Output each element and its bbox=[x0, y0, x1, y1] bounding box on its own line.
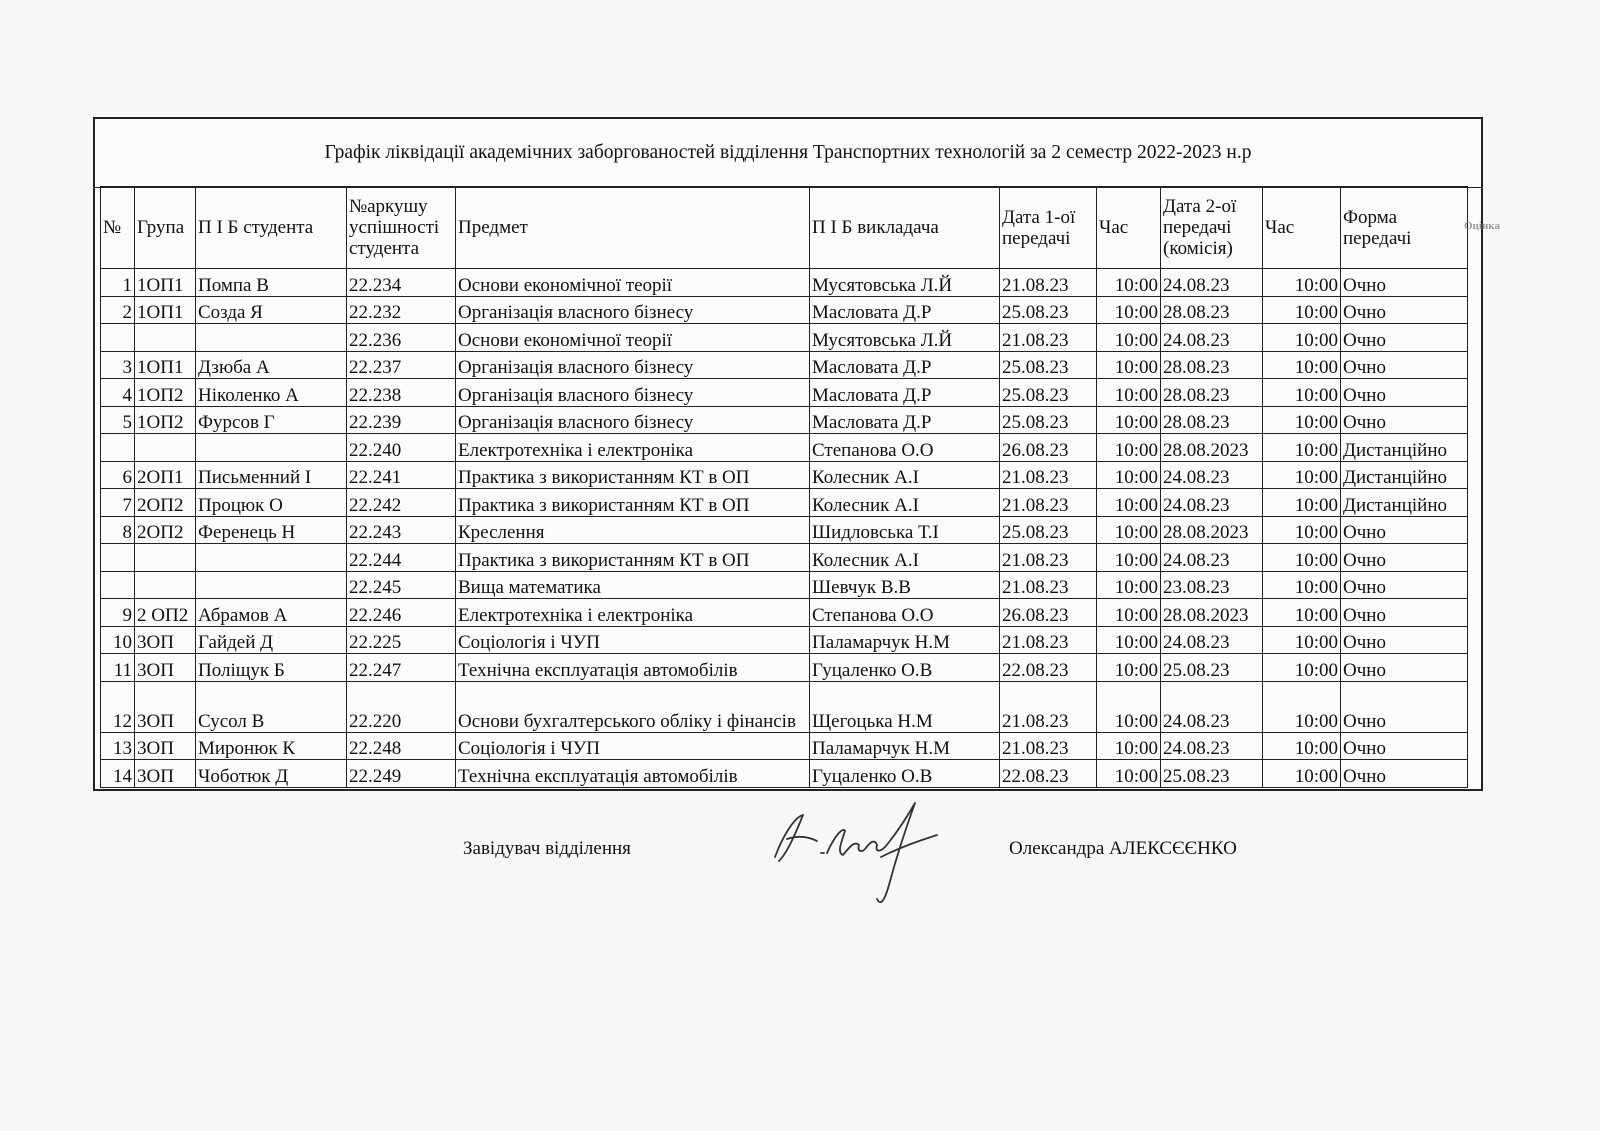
cell-time1: 10:00 bbox=[1097, 296, 1161, 324]
table-row bbox=[101, 544, 1468, 572]
cell-sheet: 22.245 bbox=[347, 571, 456, 599]
cell-date2: 24.08.23 bbox=[1161, 681, 1263, 732]
cell-student: Дзюба А bbox=[196, 351, 347, 379]
cell-date1: 25.08.23 bbox=[1000, 351, 1097, 379]
cell-sheet: 22.249 bbox=[347, 760, 456, 788]
cell-time2: 10:00 bbox=[1263, 324, 1341, 352]
cell-date1: 25.08.23 bbox=[1000, 406, 1097, 434]
cell-student bbox=[196, 571, 347, 599]
cell-date2: 25.08.23 bbox=[1161, 654, 1263, 682]
cell-form: Очно bbox=[1341, 379, 1468, 407]
cell-time2: 10:00 bbox=[1263, 571, 1341, 599]
cell-student: Миронюк К bbox=[196, 732, 347, 760]
cell-time2: 10:00 bbox=[1263, 516, 1341, 544]
cell-date2: 28.08.23 bbox=[1161, 379, 1263, 407]
cell-teacher: Гуцаленко О.В bbox=[810, 760, 1000, 788]
cell-subject: Організація власного бізнесу bbox=[456, 351, 810, 379]
cell-num: 8 bbox=[101, 516, 135, 544]
cell-sheet: 22.247 bbox=[347, 654, 456, 682]
table-row bbox=[101, 760, 1468, 788]
cell-date1: 21.08.23 bbox=[1000, 626, 1097, 654]
cell-time2: 10:00 bbox=[1263, 626, 1341, 654]
cell-subject: Соціологія і ЧУП bbox=[456, 626, 810, 654]
cell-time2: 10:00 bbox=[1263, 296, 1341, 324]
cell-group bbox=[135, 434, 196, 462]
cell-num bbox=[101, 571, 135, 599]
header-time1: Час bbox=[1097, 187, 1161, 269]
cell-time1: 10:00 bbox=[1097, 324, 1161, 352]
header-group: Група bbox=[135, 187, 196, 269]
cell-num: 3 bbox=[101, 351, 135, 379]
cell-group bbox=[135, 544, 196, 572]
cell-date1: 21.08.23 bbox=[1000, 571, 1097, 599]
cell-sheet: 22.243 bbox=[347, 516, 456, 544]
cell-form: Очно bbox=[1341, 324, 1468, 352]
cell-group: 2ОП2 bbox=[135, 516, 196, 544]
cell-student: Гайдей Д bbox=[196, 626, 347, 654]
cell-form: Очно bbox=[1341, 269, 1468, 297]
cell-sheet: 22.238 bbox=[347, 379, 456, 407]
cell-group: 3ОП bbox=[135, 681, 196, 732]
cell-date2: 24.08.23 bbox=[1161, 461, 1263, 489]
cell-time2: 10:00 bbox=[1263, 434, 1341, 462]
cell-teacher: Масловата Д.Р bbox=[810, 379, 1000, 407]
cell-student: Письменний І bbox=[196, 461, 347, 489]
cell-num: 14 bbox=[101, 760, 135, 788]
cell-time1: 10:00 bbox=[1097, 516, 1161, 544]
cell-date2: 23.08.23 bbox=[1161, 571, 1263, 599]
cell-sheet: 22.225 bbox=[347, 626, 456, 654]
cell-time2: 10:00 bbox=[1263, 461, 1341, 489]
signatory-position: Завідувач відділення bbox=[463, 838, 631, 859]
cell-date2: 28.08.2023 bbox=[1161, 599, 1263, 627]
cell-date2: 24.08.23 bbox=[1161, 489, 1263, 517]
cell-student: Помпа В bbox=[196, 269, 347, 297]
table-row bbox=[101, 571, 1468, 599]
cell-num bbox=[101, 324, 135, 352]
cell-group: 1ОП2 bbox=[135, 379, 196, 407]
cell-date1: 22.08.23 bbox=[1000, 760, 1097, 788]
cell-num: 10 bbox=[101, 626, 135, 654]
cell-time2: 10:00 bbox=[1263, 269, 1341, 297]
header-date2: Дата 2-ої передачі (комісія) bbox=[1161, 187, 1263, 269]
cell-teacher: Шидловська Т.І bbox=[810, 516, 1000, 544]
cell-sheet: 22.220 bbox=[347, 681, 456, 732]
cell-num: 2 bbox=[101, 296, 135, 324]
cell-student: Абрамов А bbox=[196, 599, 347, 627]
cell-form: Дистанційно bbox=[1341, 489, 1468, 517]
cell-date2: 25.08.23 bbox=[1161, 760, 1263, 788]
cell-date1: 25.08.23 bbox=[1000, 379, 1097, 407]
debts-table bbox=[100, 186, 1468, 788]
cell-form: Очно bbox=[1341, 296, 1468, 324]
cell-group bbox=[135, 324, 196, 352]
cell-time1: 10:00 bbox=[1097, 489, 1161, 517]
cell-student bbox=[196, 434, 347, 462]
cell-time2: 10:00 bbox=[1263, 351, 1341, 379]
cell-group: 1ОП1 bbox=[135, 351, 196, 379]
cell-num bbox=[101, 434, 135, 462]
cell-time1: 10:00 bbox=[1097, 379, 1161, 407]
cell-date2: 24.08.23 bbox=[1161, 269, 1263, 297]
cell-subject: Вища математика bbox=[456, 571, 810, 599]
cell-group: 3ОП bbox=[135, 626, 196, 654]
side-note: Оцінка bbox=[1464, 220, 1500, 232]
cell-date2: 24.08.23 bbox=[1161, 626, 1263, 654]
cell-group: 1ОП1 bbox=[135, 269, 196, 297]
cell-sheet: 22.248 bbox=[347, 732, 456, 760]
cell-group bbox=[135, 571, 196, 599]
signatory-name: Олександра АЛЕКСЄЄНКО bbox=[1009, 838, 1237, 859]
cell-time1: 10:00 bbox=[1097, 351, 1161, 379]
cell-student bbox=[196, 544, 347, 572]
cell-teacher: Гуцаленко О.В bbox=[810, 654, 1000, 682]
cell-teacher: Колесник А.І bbox=[810, 544, 1000, 572]
cell-teacher: Шевчук В.В bbox=[810, 571, 1000, 599]
cell-num: 4 bbox=[101, 379, 135, 407]
cell-date1: 26.08.23 bbox=[1000, 434, 1097, 462]
cell-time1: 10:00 bbox=[1097, 544, 1161, 572]
cell-student: Созда Я bbox=[196, 296, 347, 324]
cell-teacher: Мусятовська Л.Й bbox=[810, 269, 1000, 297]
table-row bbox=[101, 461, 1468, 489]
cell-time2: 10:00 bbox=[1263, 654, 1341, 682]
cell-teacher: Паламарчук Н.М bbox=[810, 626, 1000, 654]
cell-num: 11 bbox=[101, 654, 135, 682]
cell-date1: 21.08.23 bbox=[1000, 732, 1097, 760]
cell-num: 9 bbox=[101, 599, 135, 627]
cell-date1: 21.08.23 bbox=[1000, 269, 1097, 297]
cell-student: Сусол В bbox=[196, 681, 347, 732]
schedule-sheet bbox=[93, 117, 1483, 791]
table-row bbox=[101, 681, 1468, 732]
header-subject: Предмет bbox=[456, 187, 810, 269]
table-row bbox=[101, 269, 1468, 297]
cell-time2: 10:00 bbox=[1263, 599, 1341, 627]
cell-form: Очно bbox=[1341, 406, 1468, 434]
cell-group: 1ОП2 bbox=[135, 406, 196, 434]
cell-subject: Основи бухгалтерського обліку і фінансів bbox=[456, 681, 810, 732]
cell-time2: 10:00 bbox=[1263, 489, 1341, 517]
cell-student: Фурсов Г bbox=[196, 406, 347, 434]
table-row bbox=[101, 434, 1468, 462]
cell-sheet: 22.232 bbox=[347, 296, 456, 324]
cell-num: 5 bbox=[101, 406, 135, 434]
cell-sheet: 22.239 bbox=[347, 406, 456, 434]
cell-date1: 21.08.23 bbox=[1000, 489, 1097, 517]
document-title: Графік ліквідації академічних заборгованостей відділення Транспортних технологій за 2 семестр 2022-2023 н.р bbox=[95, 119, 1481, 188]
signature bbox=[765, 795, 955, 920]
cell-date1: 22.08.23 bbox=[1000, 654, 1097, 682]
cell-time2: 10:00 bbox=[1263, 379, 1341, 407]
cell-date1: 21.08.23 bbox=[1000, 681, 1097, 732]
cell-time1: 10:00 bbox=[1097, 760, 1161, 788]
cell-group: 1ОП1 bbox=[135, 296, 196, 324]
cell-form: Очно bbox=[1341, 571, 1468, 599]
cell-group: 3ОП bbox=[135, 654, 196, 682]
cell-group: 2 ОП2 bbox=[135, 599, 196, 627]
cell-num: 13 bbox=[101, 732, 135, 760]
table-row bbox=[101, 296, 1468, 324]
cell-sheet: 22.241 bbox=[347, 461, 456, 489]
cell-form: Очно bbox=[1341, 654, 1468, 682]
cell-subject: Електротехніка і електроніка bbox=[456, 599, 810, 627]
cell-time1: 10:00 bbox=[1097, 571, 1161, 599]
cell-date2: 24.08.23 bbox=[1161, 732, 1263, 760]
cell-sheet: 22.242 bbox=[347, 489, 456, 517]
table-row bbox=[101, 626, 1468, 654]
cell-teacher: Колесник А.І bbox=[810, 461, 1000, 489]
table-row bbox=[101, 489, 1468, 517]
cell-subject: Технічна експлуатація автомобілів bbox=[456, 760, 810, 788]
cell-date1: 25.08.23 bbox=[1000, 516, 1097, 544]
table-row bbox=[101, 351, 1468, 379]
cell-time2: 10:00 bbox=[1263, 544, 1341, 572]
header-teacher: П І Б викладача bbox=[810, 187, 1000, 269]
header-sheet: №аркушу успішності студента bbox=[347, 187, 456, 269]
cell-teacher: Масловата Д.Р bbox=[810, 406, 1000, 434]
cell-teacher: Степанова О.О bbox=[810, 599, 1000, 627]
cell-sheet: 22.236 bbox=[347, 324, 456, 352]
cell-time2: 10:00 bbox=[1263, 732, 1341, 760]
cell-time1: 10:00 bbox=[1097, 434, 1161, 462]
cell-subject: Електротехніка і електроніка bbox=[456, 434, 810, 462]
table-row bbox=[101, 406, 1468, 434]
cell-time1: 10:00 bbox=[1097, 461, 1161, 489]
cell-num: 6 bbox=[101, 461, 135, 489]
cell-date2: 24.08.23 bbox=[1161, 544, 1263, 572]
cell-date1: 21.08.23 bbox=[1000, 544, 1097, 572]
cell-num: 12 bbox=[101, 681, 135, 732]
cell-form: Очно bbox=[1341, 599, 1468, 627]
cell-sheet: 22.234 bbox=[347, 269, 456, 297]
cell-date2: 28.08.23 bbox=[1161, 406, 1263, 434]
cell-student: Процюк О bbox=[196, 489, 347, 517]
cell-form: Очно bbox=[1341, 544, 1468, 572]
cell-num: 1 bbox=[101, 269, 135, 297]
cell-student: Чоботюк Д bbox=[196, 760, 347, 788]
cell-subject: Організація власного бізнесу bbox=[456, 296, 810, 324]
table-row bbox=[101, 324, 1468, 352]
cell-subject: Основи економічної теорії bbox=[456, 269, 810, 297]
cell-student bbox=[196, 324, 347, 352]
cell-subject: Практика з використанням КТ в ОП bbox=[456, 544, 810, 572]
header-form: Форма передачі bbox=[1341, 187, 1468, 269]
cell-teacher: Масловата Д.Р bbox=[810, 351, 1000, 379]
cell-teacher: Мусятовська Л.Й bbox=[810, 324, 1000, 352]
cell-sheet: 22.237 bbox=[347, 351, 456, 379]
cell-time1: 10:00 bbox=[1097, 269, 1161, 297]
header-num: № bbox=[101, 187, 135, 269]
table-header-row bbox=[101, 187, 1468, 269]
cell-num bbox=[101, 544, 135, 572]
cell-form: Дистанційно bbox=[1341, 434, 1468, 462]
cell-teacher: Колесник А.І bbox=[810, 489, 1000, 517]
cell-num: 7 bbox=[101, 489, 135, 517]
cell-teacher: Степанова О.О bbox=[810, 434, 1000, 462]
cell-subject: Соціологія і ЧУП bbox=[456, 732, 810, 760]
cell-sheet: 22.244 bbox=[347, 544, 456, 572]
table-row bbox=[101, 599, 1468, 627]
cell-date1: 21.08.23 bbox=[1000, 461, 1097, 489]
cell-group: 3ОП bbox=[135, 732, 196, 760]
cell-subject: Основи економічної теорії bbox=[456, 324, 810, 352]
cell-group: 2ОП2 bbox=[135, 489, 196, 517]
cell-date2: 28.08.23 bbox=[1161, 351, 1263, 379]
cell-form: Очно bbox=[1341, 760, 1468, 788]
cell-student: Ніколенко А bbox=[196, 379, 347, 407]
cell-subject: Практика з використанням КТ в ОП bbox=[456, 489, 810, 517]
cell-teacher: Щегоцька Н.М bbox=[810, 681, 1000, 732]
cell-date2: 28.08.2023 bbox=[1161, 516, 1263, 544]
cell-form: Очно bbox=[1341, 626, 1468, 654]
cell-form: Очно bbox=[1341, 681, 1468, 732]
cell-date2: 28.08.23 bbox=[1161, 296, 1263, 324]
cell-group: 3ОП bbox=[135, 760, 196, 788]
cell-time2: 10:00 bbox=[1263, 760, 1341, 788]
cell-sheet: 22.240 bbox=[347, 434, 456, 462]
cell-group: 2ОП1 bbox=[135, 461, 196, 489]
cell-subject: Креслення bbox=[456, 516, 810, 544]
cell-date1: 26.08.23 bbox=[1000, 599, 1097, 627]
cell-time1: 10:00 bbox=[1097, 654, 1161, 682]
cell-time2: 10:00 bbox=[1263, 406, 1341, 434]
cell-time1: 10:00 bbox=[1097, 626, 1161, 654]
cell-teacher: Масловата Д.Р bbox=[810, 296, 1000, 324]
cell-time1: 10:00 bbox=[1097, 406, 1161, 434]
cell-date1: 25.08.23 bbox=[1000, 296, 1097, 324]
cell-student: Ференець Н bbox=[196, 516, 347, 544]
cell-form: Очно bbox=[1341, 732, 1468, 760]
cell-form: Очно bbox=[1341, 351, 1468, 379]
cell-subject: Технічна експлуатація автомобілів bbox=[456, 654, 810, 682]
cell-subject: Практика з використанням КТ в ОП bbox=[456, 461, 810, 489]
cell-subject: Організація власного бізнесу bbox=[456, 379, 810, 407]
cell-form: Очно bbox=[1341, 516, 1468, 544]
cell-time1: 10:00 bbox=[1097, 681, 1161, 732]
cell-date1: 21.08.23 bbox=[1000, 324, 1097, 352]
table-row bbox=[101, 379, 1468, 407]
header-time2: Час bbox=[1263, 187, 1341, 269]
cell-time2: 10:00 bbox=[1263, 681, 1341, 732]
cell-teacher: Паламарчук Н.М bbox=[810, 732, 1000, 760]
header-student: П І Б студента bbox=[196, 187, 347, 269]
cell-date2: 24.08.23 bbox=[1161, 324, 1263, 352]
table-row bbox=[101, 516, 1468, 544]
cell-student: Поліщук Б bbox=[196, 654, 347, 682]
cell-time1: 10:00 bbox=[1097, 732, 1161, 760]
cell-subject: Організація власного бізнесу bbox=[456, 406, 810, 434]
table-row bbox=[101, 654, 1468, 682]
cell-sheet: 22.246 bbox=[347, 599, 456, 627]
cell-date2: 28.08.2023 bbox=[1161, 434, 1263, 462]
cell-time1: 10:00 bbox=[1097, 599, 1161, 627]
cell-form: Дистанційно bbox=[1341, 461, 1468, 489]
header-date1: Дата 1-ої передачі bbox=[1000, 187, 1097, 269]
table-row bbox=[101, 732, 1468, 760]
